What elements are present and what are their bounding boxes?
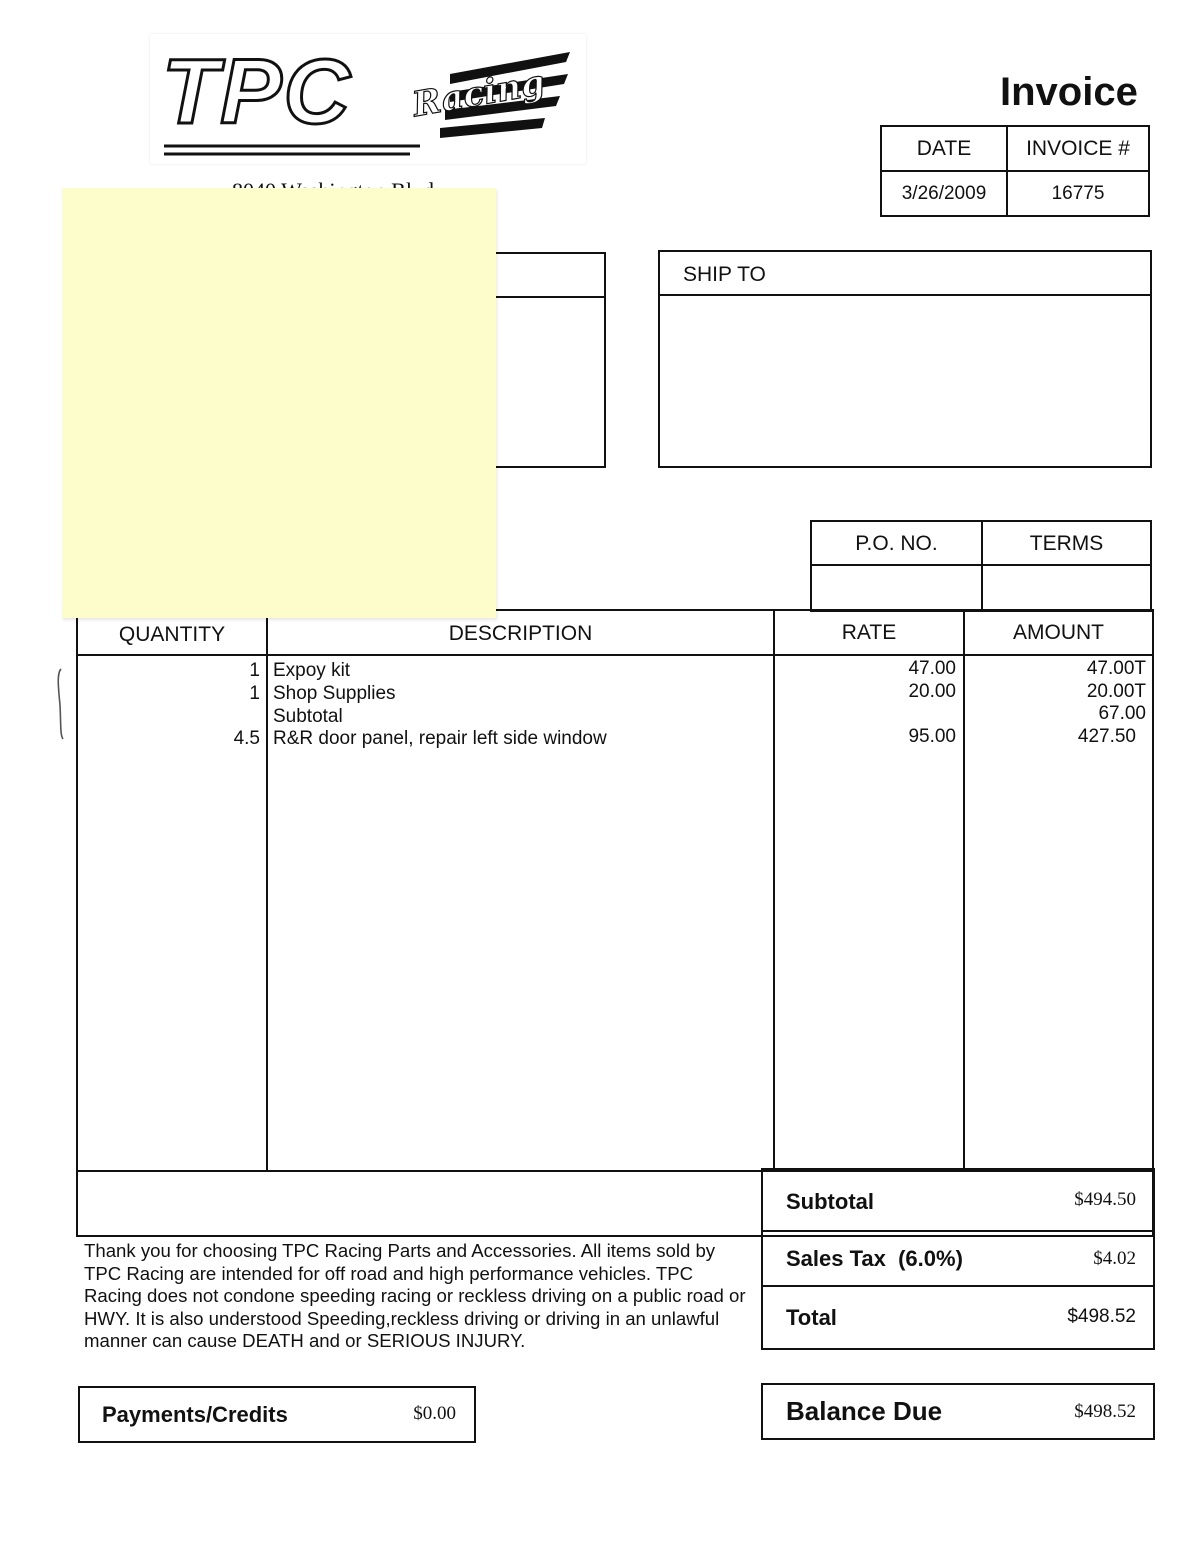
total-label: Total	[786, 1305, 837, 1330]
disclaimer-notice: Thank you for choosing TPC Racing Parts and Accessories. All items sold by TPC Racing are intended for off road and high performance vehicles. TPC Racing does not condone speeding racing or reckless driving on a public road or HWY. It is also understood Speeding,reckless driving or driving in an unlawful manner can cause DEATH and or SERIOUS INJURY.	[84, 1240, 746, 1351]
logo-main-text: TPC	[162, 41, 352, 143]
item-rate: 47.00	[908, 658, 956, 679]
balance-due-value: $498.52	[1074, 1401, 1136, 1422]
sales-tax-value: $4.02	[1093, 1248, 1136, 1269]
sales-tax-label: Sales Tax (6.0%)	[786, 1246, 963, 1271]
ship-to-label: SHIP TO	[683, 263, 766, 286]
staple-mark-icon	[54, 665, 70, 745]
subtotal-label: Subtotal	[786, 1189, 874, 1214]
invoice-date: 3/26/2009	[901, 183, 987, 204]
balance-due-label: Balance Due	[786, 1396, 943, 1426]
column-header-description: DESCRIPTION	[448, 622, 593, 645]
item-amount: 427.50	[1077, 726, 1136, 747]
po-number-label: P.O. NO.	[855, 532, 938, 555]
item-amount: 67.00	[1098, 703, 1146, 724]
invoice-number-label: INVOICE #	[1026, 137, 1130, 160]
invoice-number: 16775	[1051, 183, 1105, 204]
sticky-note	[62, 188, 496, 618]
item-description: Expoy kit	[273, 660, 351, 681]
item-amount: 47.00T	[1086, 658, 1146, 679]
column-header-rate: RATE	[841, 621, 897, 644]
payments-credits-value: $0.00	[413, 1403, 456, 1424]
company-logo	[150, 34, 586, 164]
payments-credits-label: Payments/Credits	[102, 1402, 288, 1427]
item-rate: 95.00	[908, 726, 956, 747]
page-title: Invoice	[1000, 70, 1138, 114]
item-quantity: 1	[249, 683, 260, 704]
column-header-quantity: QUANTITY	[118, 623, 226, 646]
subtotal-value: $494.50	[1074, 1189, 1136, 1210]
item-description: R&R door panel, repair left side window	[273, 728, 607, 749]
total-value: $498.52	[1067, 1306, 1136, 1327]
item-amount: 20.00T	[1086, 681, 1146, 702]
table-row	[78, 728, 1152, 751]
item-quantity: 4.5	[233, 728, 260, 749]
column-header-amount: AMOUNT	[1013, 621, 1104, 644]
item-quantity: 1	[249, 660, 260, 681]
item-description: Shop Supplies	[273, 683, 396, 704]
item-rate: 20.00	[908, 681, 956, 702]
item-description: Subtotal	[273, 706, 343, 727]
terms-label: TERMS	[1029, 532, 1104, 555]
date-label: DATE	[916, 137, 972, 160]
logo-script-text: Racing	[409, 62, 548, 126]
table-row	[78, 660, 1152, 683]
